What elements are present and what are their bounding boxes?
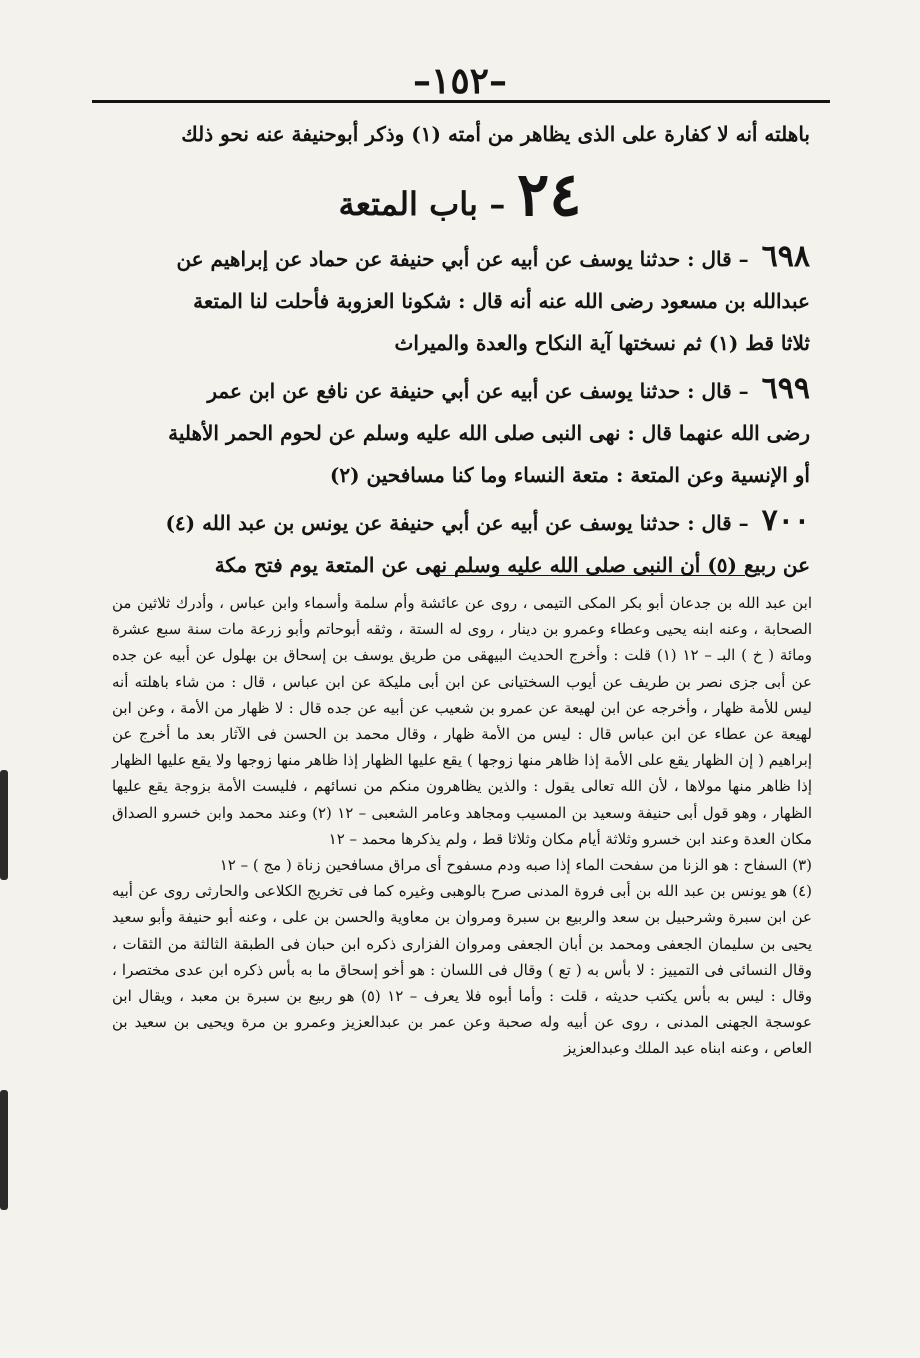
hadith-text: – قال : حدثنا يوسف عن أبيه عن أبي حنيفة عن نافع عن ابن عمر رضى الله عنهما قال : نهى النبى صلى الله عليه وسلم عن لحوم الحمر الأهلية أو الإنسية وعن المتعة : متعة النساء وما كنا مسافحين (٢) — [168, 379, 810, 487]
hadith-699 — [160, 368, 810, 496]
hadith-text: – قال : حدثنا يوسف عن أبيه عن أبي حنيفة عن يونس بن عبد الله (٤) عن ربيع (٥) أن النبى صلى الله عليه وسلم نهى عن المتعة يوم فتح مكة — [165, 511, 810, 577]
footnote-block: (٣) السفاح : هو الزنا من سفحت الماء إذا صبه ودم مسفوح أى مراق مسافحين زناة ( مج ) – ١٢ — [219, 856, 812, 875]
hadith-698 — [160, 236, 810, 364]
scan-edge-mark — [0, 770, 8, 880]
hadith-list — [160, 236, 810, 590]
hadith-number: ٦٩٩ — [761, 371, 810, 406]
footnote-block: ابن عبد الله بن جدعان أبو بكر المكى التيمى ، روى عن عائشة وأم سلمة وأسماء وابن عباس ، وأدرك ثلاثين من الصحابة ، وعنه ابنه يحيى وعطاء وعمرو بن دينار ، روى له الستة ، وثقه أبوحاتم وأبو زرعة مات سنة سبع عشرة ومائة ( خ ) البـ – ١٢ (١) قلت : وأخرج الحديث البيهقى من طريق يوسف بن إسحاق بن بهلول عن أبيه عن جده عن أبى جزى نصر بن طريف عن أيوب السختيانى عن ابن أبى مليكة عن ابن عباس ، قال : من شاء باهلته أنه ليس للأمة ظهار ، وأخرجه عن ابن لهيعة عن عمرو بن شعيب عن أبيه عن جده قال : لا ظهار من الأمة ، وعن ابن لهيعة عن عطاء عن ابن عباس قال : ليس من الأمة ظهار ، وقال محمد بن الحسن فى الآثار بعد ما أخرج عن إبراهيم ( إن الظهار يقع على الأمة إذا ظاهر منها زوجها ) يقع عليها الظهار إذا ظاهر منها زوجها ولا يقع عليها الظهار إذا ظاهر منها مولاها ، لأن الله تعالى يقول : والذين يظاهرون منكم من نسائهم ، فليست الأمة بزوجة يقع عليها الظهار ، وهو قول أبى حنيفة وسعيد بن المسيب ومجاهد وعامر الشعبى – ١٢ (٢) وعند محمد وابن خسرو الصداق مكان العدة وعند ابن خسرو وثلاثة أيام مكان وثلاثا قط ، ولم يذكرها محمد – ١٢ — [112, 594, 813, 848]
footnote-block: (٤) هو يونس بن عبد الله بن أبى فروة المدنى صرح بالوهبى وغيره كما فى تخريج الكلاعى والحارثى روى عن أبيه عن ابن سبرة وشرحبيل بن سعد والربيع بن سبرة ومروان بن معاوية والحسن بن على ، وعنه أبو حنيفة وأبو سعيد يحيى بن سليمان الجعفى ومحمد بن أبان الجعفى ومروان الفزارى ذكره ابن حبان فى الطبقة الثالثة من الثقات ، وقال النسائى فى التمييز : لا بأس به ( تع ) وقال فى اللسان : هو أخو إسحاق ما به بأس ذكره ابن عدى مختصرا ، وقال : ليس به بأس يكتب حديثه ، قلت : وأما أبوه فلا يعرف – ١٢ (٥) هو ربيع بن سبرة بن معبد ، ويقال ابن عوسجة الجهنى المدنى ، روى عن أبيه وله صحبة وعن عمر بن عبدالعزيز وعمرو بن مرة ويحيى بن سعيد بن العاص ، وعنه ابناه عبد الملك وعبدالعزيز — [112, 882, 812, 1058]
chapter-heading — [0, 160, 920, 230]
footnotes — [112, 590, 812, 1062]
scan-edge-mark — [0, 1090, 8, 1210]
chapter-title: باب المتعة — [338, 185, 478, 223]
carry-over-line: باهلته أنه لا كفارة على الذى يظاهر من أمته (١) وذكر أبوحنيفة عنه نحو ذلك — [181, 122, 810, 146]
hadith-700 — [160, 500, 810, 586]
chapter-dash: – — [489, 185, 506, 223]
header-rule — [92, 100, 830, 103]
hadith-text: – قال : حدثنا يوسف عن أبيه عن أبي حنيفة عن حماد عن إبراهيم عن عبدالله بن مسعود رضى الله عنه أنه قال : شكونا العزوبة فأحلت لنا المتعة ثلاثا قط (١) ثم نسختها آية النكاح والعدة والميراث — [176, 247, 810, 355]
footnote-separator — [440, 575, 745, 576]
hadith-number: ٦٩٨ — [761, 239, 810, 274]
page-number: –١٥٢– — [412, 60, 507, 102]
chapter-number: ٢٤ — [517, 160, 582, 230]
hadith-number: ٧٠٠ — [761, 503, 810, 538]
